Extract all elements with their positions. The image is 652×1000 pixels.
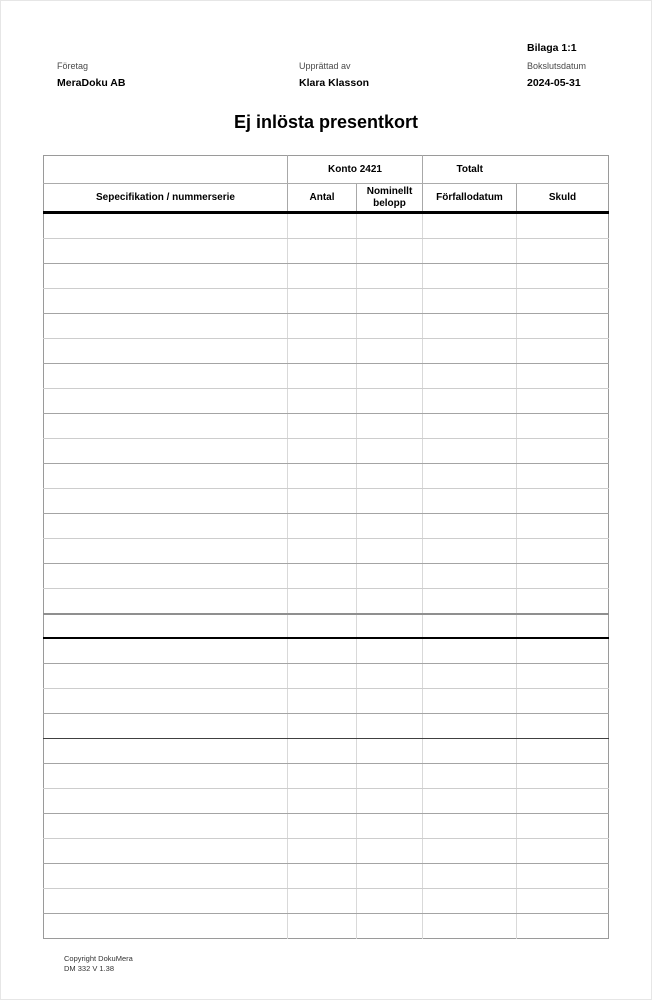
table-cell (517, 789, 609, 814)
table-cell (357, 564, 423, 589)
table-row (44, 764, 609, 789)
table-cell (517, 664, 609, 689)
table-cell (357, 389, 423, 414)
table-row (44, 564, 609, 589)
group-header-row (44, 156, 609, 184)
table-cell (423, 739, 517, 764)
group-header-empty-cell (44, 156, 288, 184)
table-cell (288, 664, 357, 689)
table-row (44, 364, 609, 389)
gift-card-table (43, 155, 609, 939)
table-cell (517, 889, 609, 914)
table-cell (357, 239, 423, 264)
table-cell (423, 614, 517, 638)
table-cell (423, 414, 517, 439)
table-cell (288, 514, 357, 539)
table-row (44, 539, 609, 564)
attachment-label: Bilaga 1:1 (527, 42, 577, 54)
prepared-by-field (299, 61, 369, 89)
table-cell (517, 564, 609, 589)
table-cell (44, 664, 288, 689)
table-cell (517, 514, 609, 539)
table-cell (357, 689, 423, 714)
table-cell (423, 514, 517, 539)
table-cell (44, 864, 288, 889)
table-cell (423, 889, 517, 914)
column-header-forfallodatum: Förfallodatum (423, 184, 517, 213)
table-cell (517, 239, 609, 264)
table-cell (357, 614, 423, 638)
group-header-totalt: Totalt (456, 163, 483, 175)
table-cell (357, 339, 423, 364)
table-cell (357, 638, 423, 664)
table-cell (423, 764, 517, 789)
table-cell (44, 464, 288, 489)
table-row (44, 489, 609, 514)
table-cell (44, 714, 288, 739)
table-cell (423, 264, 517, 289)
table-cell (423, 914, 517, 939)
table-cell (288, 364, 357, 389)
table-cell (357, 213, 423, 239)
table-cell (288, 539, 357, 564)
table-cell (357, 764, 423, 789)
table-cell (423, 539, 517, 564)
table-cell (288, 564, 357, 589)
table-cell (423, 213, 517, 239)
table-cell (44, 414, 288, 439)
table-cell (423, 464, 517, 489)
table-cell (423, 314, 517, 339)
table-cell (517, 464, 609, 489)
table-cell (357, 439, 423, 464)
table-cell (288, 614, 357, 638)
table-cell (44, 489, 288, 514)
table-cell (517, 439, 609, 464)
table-cell (44, 589, 288, 615)
table-cell (357, 889, 423, 914)
table-cell (357, 514, 423, 539)
table-cell (517, 614, 609, 638)
table-cell (517, 839, 609, 864)
table-cell (288, 889, 357, 914)
table-cell (357, 789, 423, 814)
table-cell (357, 814, 423, 839)
table-cell (423, 589, 517, 615)
prepared-by-value: Klara Klasson (299, 77, 370, 89)
table-cell (517, 539, 609, 564)
table-cell (517, 589, 609, 615)
table-cell (44, 689, 288, 714)
company-label: Företag (57, 61, 89, 71)
table-cell (44, 889, 288, 914)
table-cell (423, 389, 517, 414)
table-cell (44, 814, 288, 839)
table-cell (423, 289, 517, 314)
table-cell (288, 714, 357, 739)
table-cell (288, 914, 357, 939)
table-cell (423, 839, 517, 864)
table-cell (517, 864, 609, 889)
closing-date-label: Bokslutsdatum (527, 61, 587, 71)
table-cell (357, 289, 423, 314)
table-row (44, 614, 609, 638)
table-cell (44, 339, 288, 364)
table-cell (517, 314, 609, 339)
table-row (44, 464, 609, 489)
table-row (44, 289, 609, 314)
table-row (44, 739, 609, 764)
footer-copyright: Copyright DokuMera (64, 954, 133, 963)
table-cell (423, 638, 517, 664)
table-cell (423, 439, 517, 464)
table-row (44, 514, 609, 539)
column-header-antal: Antal (288, 184, 357, 213)
table-cell (517, 638, 609, 664)
table-cell (288, 264, 357, 289)
table-row (44, 789, 609, 814)
table-cell (357, 314, 423, 339)
table-cell (357, 264, 423, 289)
table-cell (44, 239, 288, 264)
table-cell (517, 489, 609, 514)
table-cell (517, 914, 609, 939)
table-row (44, 664, 609, 689)
table-cell (288, 789, 357, 814)
prepared-by-label: Upprättad av (299, 61, 351, 71)
table-cell (44, 839, 288, 864)
table-row (44, 339, 609, 364)
table-cell (44, 914, 288, 939)
table-cell (517, 689, 609, 714)
table-row (44, 239, 609, 264)
table-cell (44, 789, 288, 814)
table-cell (517, 339, 609, 364)
table-cell (44, 638, 288, 664)
table-cell (423, 364, 517, 389)
table-row (44, 414, 609, 439)
table-cell (288, 638, 357, 664)
table-row (44, 839, 609, 864)
table-cell (357, 839, 423, 864)
table-cell (517, 414, 609, 439)
table-cell (288, 689, 357, 714)
table-cell (288, 739, 357, 764)
column-header-specification: Sepecifikation / nummerserie (44, 184, 288, 213)
table-cell (517, 389, 609, 414)
table-cell (423, 714, 517, 739)
table-cell (357, 914, 423, 939)
table-cell (44, 564, 288, 589)
table-row (44, 213, 609, 239)
table-cell (288, 213, 357, 239)
column-header-row (44, 184, 609, 213)
table-row (44, 389, 609, 414)
table-row (44, 314, 609, 339)
table-cell (423, 864, 517, 889)
table-cell (423, 814, 517, 839)
table-row (44, 589, 609, 615)
table-cell (423, 664, 517, 689)
table-row (44, 689, 609, 714)
table-cell (44, 289, 288, 314)
table-row (44, 439, 609, 464)
table-cell (44, 439, 288, 464)
table-cell (357, 589, 423, 615)
table-cell (423, 239, 517, 264)
table-cell (357, 739, 423, 764)
table-cell (357, 539, 423, 564)
table-cell (517, 213, 609, 239)
table-cell (357, 364, 423, 389)
table-cell (517, 289, 609, 314)
table-cell (44, 389, 288, 414)
table-cell (44, 364, 288, 389)
column-header-skuld: Skuld (517, 184, 609, 213)
table-cell (423, 789, 517, 814)
table-cell (423, 689, 517, 714)
table-cell (357, 714, 423, 739)
table-cell (288, 489, 357, 514)
table-cell (288, 814, 357, 839)
table-cell (517, 364, 609, 389)
table-cell (517, 739, 609, 764)
table-cell (44, 314, 288, 339)
table-cell (288, 439, 357, 464)
table-cell (44, 764, 288, 789)
table-row (44, 814, 609, 839)
table-row (44, 914, 609, 939)
table-cell (357, 489, 423, 514)
table-cell (288, 764, 357, 789)
table-row (44, 864, 609, 889)
table-cell (288, 864, 357, 889)
table-row (44, 889, 609, 914)
table-cell (423, 339, 517, 364)
table-cell (288, 289, 357, 314)
group-header-totalt-cell (423, 156, 609, 184)
table-cell (288, 464, 357, 489)
table-cell (44, 539, 288, 564)
table-cell (357, 664, 423, 689)
table-cell (44, 264, 288, 289)
table-cell (288, 589, 357, 615)
footer-version: DM 332 V 1.38 (64, 964, 115, 973)
table-cell (44, 614, 288, 638)
table-row (44, 264, 609, 289)
table-cell (517, 264, 609, 289)
table-cell (357, 864, 423, 889)
table-cell (517, 714, 609, 739)
table-cell (357, 464, 423, 489)
table-cell (44, 514, 288, 539)
table-cell (288, 839, 357, 864)
table-cell (288, 389, 357, 414)
table-cell (288, 314, 357, 339)
page-title: Ej inlösta presentkort (233, 112, 419, 132)
table-cell (423, 489, 517, 514)
table-cell (423, 564, 517, 589)
table-cell (517, 814, 609, 839)
table-cell (288, 414, 357, 439)
closing-date-value: 2024-05-31 (527, 77, 581, 89)
table-cell (44, 739, 288, 764)
table-cell (288, 339, 357, 364)
company-value: MeraDoku AB (57, 77, 126, 89)
table-cell (357, 414, 423, 439)
company-field (57, 61, 125, 89)
table-cell (44, 213, 288, 239)
table-cell (517, 764, 609, 789)
table-row (44, 638, 609, 664)
table-cell (288, 239, 357, 264)
closing-date-field (527, 61, 586, 89)
table-row (44, 714, 609, 739)
column-header-nominellt-belopp: Nominellt belopp (357, 184, 423, 213)
document-footer (64, 954, 133, 974)
group-header-konto: Konto 2421 (288, 156, 423, 184)
